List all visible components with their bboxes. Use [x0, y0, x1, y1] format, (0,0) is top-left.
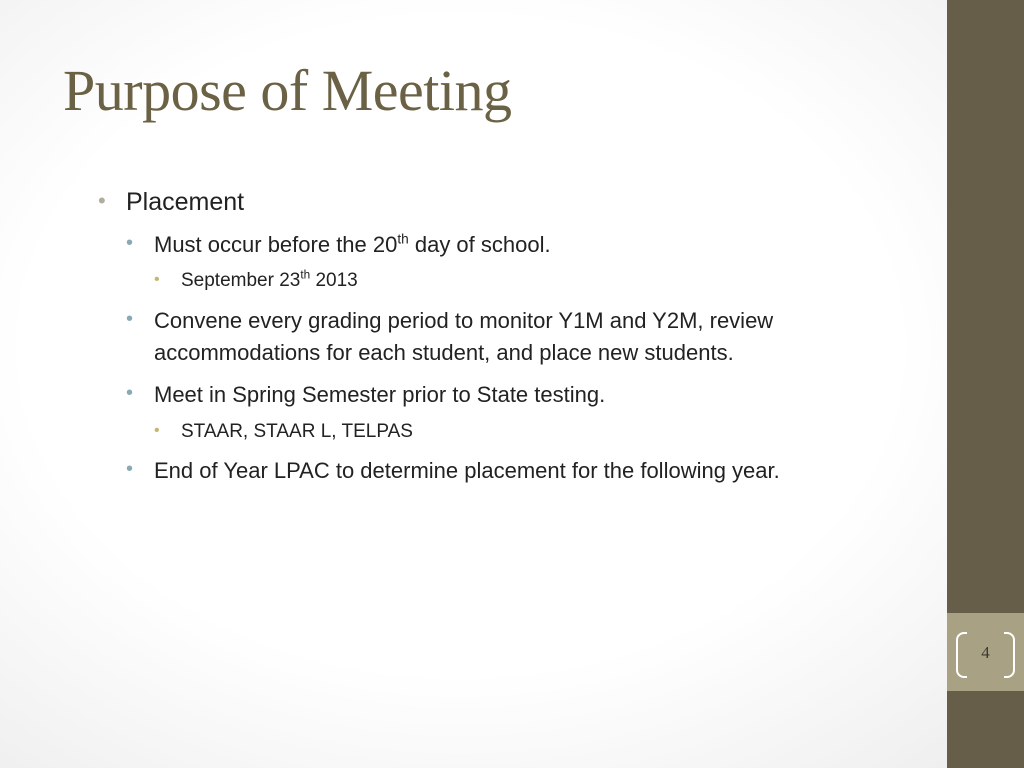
bullet-dot-icon: •: [126, 458, 134, 481]
superscript: th: [397, 231, 409, 247]
bullet-dot-icon: •: [154, 421, 160, 439]
bullet-placement-text: Placement: [126, 188, 245, 216]
bullet-dot-icon: •: [126, 231, 134, 254]
superscript: th: [300, 269, 311, 283]
bullet-text: Meet in Spring Semester prior to State testing.: [154, 381, 606, 407]
bullet-text: STAAR, STAAR L, TELPAS: [181, 420, 413, 442]
bullet-dot-icon: •: [126, 307, 134, 330]
bullet-list: [98, 186, 928, 487]
sub-bullet-list: [126, 229, 928, 488]
bullet-text: Convene every grading period to monitor Y1M and Y2M, review accommodations for each student, and place new students.: [154, 307, 774, 365]
bullet-item-staar: [154, 419, 928, 446]
page-number: 4: [981, 643, 990, 662]
slide-content: [98, 186, 928, 499]
page-number-box: [947, 613, 1024, 691]
bullet-dot-icon: •: [126, 381, 134, 404]
bullet-dot-icon: •: [98, 188, 106, 213]
sub-sub-bullet-list: [154, 268, 928, 295]
bullet-text: September 23: [181, 270, 301, 292]
sub-sub-bullet-list: [154, 419, 928, 446]
bullet-placement: [98, 186, 928, 487]
bullet-item-20th-day: [126, 229, 928, 295]
bullet-item-spring-semester: [126, 379, 928, 445]
slide-title: Purpose of Meeting: [63, 58, 512, 123]
bullet-item-end-of-year: [126, 455, 928, 487]
bullet-text: End of Year LPAC to determine placement for the following year.: [154, 458, 780, 484]
bullet-item-convene: [126, 305, 928, 369]
bullet-text: Must occur before the 20: [154, 231, 398, 257]
bullet-item-september-date: [154, 268, 928, 295]
bullet-text: day of school.: [408, 231, 551, 257]
bullet-dot-icon: •: [154, 271, 160, 289]
bullet-text: 2013: [310, 270, 358, 292]
